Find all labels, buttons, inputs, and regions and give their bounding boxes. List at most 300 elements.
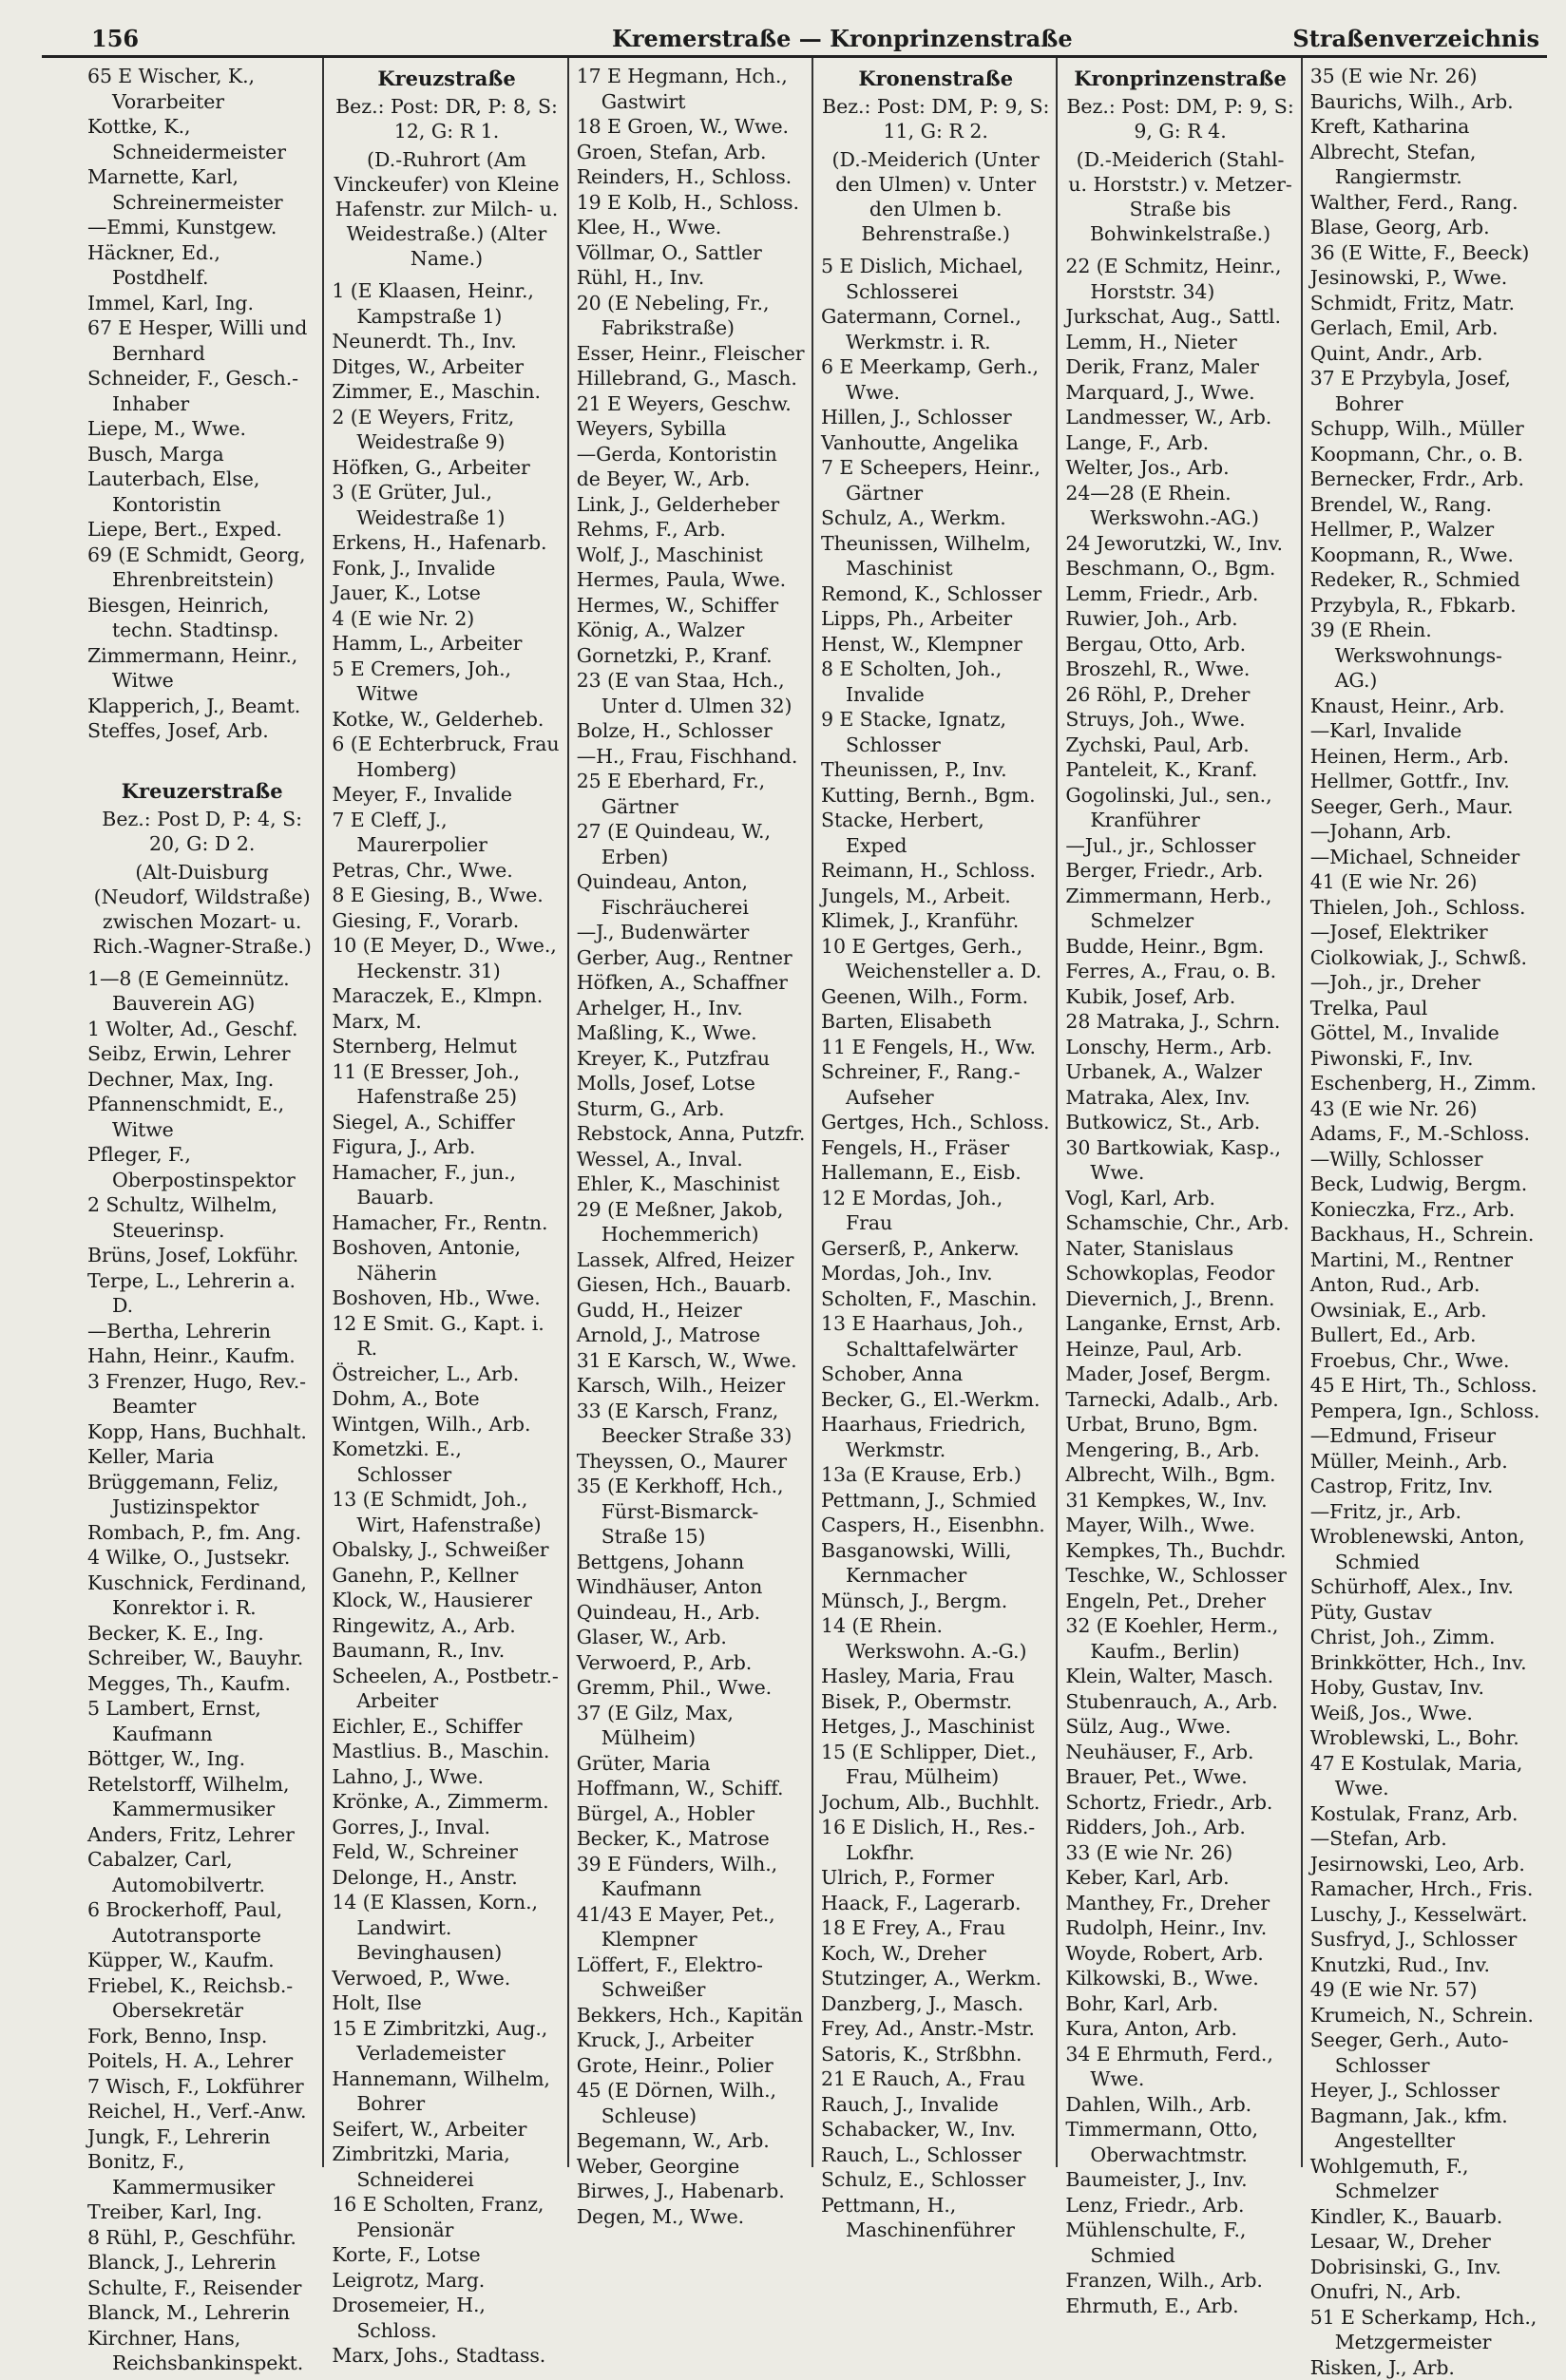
resident-entry: Urbanek, A., Walzer bbox=[1065, 1059, 1294, 1085]
resident-entry: Mühlenschulte, F., Schmied bbox=[1065, 2218, 1294, 2268]
directory-column-6 bbox=[1303, 58, 1547, 2167]
resident-entry: Broszehl, R., Wwe. bbox=[1065, 657, 1294, 682]
resident-entry: Kreft, Katharina bbox=[1310, 114, 1541, 140]
resident-entry: Vogl, Karl, Arb. bbox=[1065, 1186, 1294, 1211]
resident-entry: 7 Wisch, F., Lokführer bbox=[87, 2074, 316, 2100]
resident-entry: —Gerda, Kontoristin bbox=[577, 442, 806, 467]
resident-entry: Koch, W., Dreher bbox=[821, 1941, 1050, 1967]
resident-entry: Steffes, Josef, Arb. bbox=[87, 718, 316, 744]
resident-entry: Stubenrauch, A., Arb. bbox=[1065, 1689, 1294, 1715]
street-description: (D.-Meiderich (Unter den Ulmen) v. Unter den Ulmen b. Behrenstraße.) bbox=[821, 147, 1050, 246]
resident-entry: Brüggemann, Feliz, Justizinspektor bbox=[87, 1470, 316, 1520]
resident-entry: Keber, Karl, Arb. bbox=[1065, 1865, 1294, 1891]
resident-entry: Begemann, W., Arb. bbox=[577, 2128, 806, 2154]
resident-entry: Kuschnick, Ferdinand, Konrektor i. R. bbox=[87, 1571, 316, 1621]
resident-entry: Scheelen, A., Postbetr.-Arbeiter bbox=[332, 1664, 561, 1714]
resident-entry: 18 E Frey, A., Frau bbox=[821, 1915, 1050, 1941]
resident-entry: Esser, Heinr., Fleischer bbox=[577, 341, 806, 367]
resident-entry: Eichler, E., Schiffer bbox=[332, 1714, 561, 1740]
resident-entry: Korte, F., Lotse bbox=[332, 2242, 561, 2268]
resident-entry: Hamacher, F., jun., Bauarb. bbox=[332, 1160, 561, 1210]
resident-entry: Lemm, Friedr., Arb. bbox=[1065, 581, 1294, 607]
directory-column-4 bbox=[813, 58, 1058, 2167]
resident-entry: Engeln, Pet., Dreher bbox=[1065, 1589, 1294, 1614]
resident-entry: Jungk, F., Lehrerin bbox=[87, 2124, 316, 2150]
resident-entry: Blanck, J., Lehrerin bbox=[87, 2250, 316, 2275]
resident-entry: 8 Rühl, P., Geschführ. bbox=[87, 2225, 316, 2251]
resident-entry: 41 (E wie Nr. 26) bbox=[1310, 869, 1541, 895]
resident-entry: 67 E Hesper, Willi und Bernhard bbox=[87, 315, 316, 366]
resident-entry: 14 (E Rhein. Werkswohn. A.-G.) bbox=[821, 1613, 1050, 1664]
resident-entry: Hahn, Heinr., Kaufm. bbox=[87, 1343, 316, 1369]
resident-entry: Haack, F., Lagerarb. bbox=[821, 1891, 1050, 1916]
resident-entry: Fork, Benno, Insp. bbox=[87, 2024, 316, 2049]
resident-entry: König, A., Walzer bbox=[577, 618, 806, 643]
resident-entry: Kubik, Josef, Arb. bbox=[1065, 984, 1294, 1010]
resident-entry: Giesen, Hch., Bauarb. bbox=[577, 1272, 806, 1298]
resident-entry: 10 E Gertges, Gerh., Weichensteller a. D. bbox=[821, 934, 1050, 984]
resident-entry: 12 E Smit. G., Kapt. i. R. bbox=[332, 1311, 561, 1361]
resident-entry: Struys, Joh., Wwe. bbox=[1065, 707, 1294, 733]
resident-entry: —Jul., jr., Schlosser bbox=[1065, 833, 1294, 859]
resident-entry: Kempkes, Th., Buchdr. bbox=[1065, 1538, 1294, 1564]
resident-entry: Immel, Karl, Ing. bbox=[87, 291, 316, 316]
resident-entry: 11 (E Bresser, Joh., Hafenstraße 25) bbox=[332, 1059, 561, 1110]
street-heading: Kreuzstraße bbox=[332, 66, 561, 91]
resident-entry: Mengering, B., Arb. bbox=[1065, 1438, 1294, 1463]
resident-entry: Teschke, W., Schlosser bbox=[1065, 1563, 1294, 1589]
resident-entry: Gornetzki, P., Kranf. bbox=[577, 643, 806, 669]
resident-entry: Schreiner, F., Rang.-Aufseher bbox=[821, 1059, 1050, 1110]
resident-entry: Henst, W., Klempner bbox=[821, 632, 1050, 657]
resident-entry: 14 (E Klassen, Korn., Landwirt. Bevinghausen) bbox=[332, 1890, 561, 1966]
resident-entry: Theunissen, P., Inv. bbox=[821, 757, 1050, 783]
resident-entry: Christ, Joh., Zimm. bbox=[1310, 1625, 1541, 1650]
resident-entry: Schulz, E., Schlosser bbox=[821, 2167, 1050, 2193]
resident-entry: 31 Kempkes, W., Inv. bbox=[1065, 1488, 1294, 1514]
resident-entry: 35 (E Kerkhoff, Hch., Fürst-Bismarck-Straße 15) bbox=[577, 1474, 806, 1550]
resident-entry: Sternberg, Helmut bbox=[332, 1034, 561, 1059]
resident-entry: 33 (E Karsch, Franz, Beecker Straße 33) bbox=[577, 1399, 806, 1449]
resident-entry: Lonschy, Herm., Arb. bbox=[1065, 1035, 1294, 1060]
resident-entry: Gerlach, Emil, Arb. bbox=[1310, 315, 1541, 341]
resident-entry: Weber, Georgine bbox=[577, 2154, 806, 2180]
resident-entry: Ehrmuth, E., Arb. bbox=[1065, 2294, 1294, 2319]
resident-entry: Klee, H., Wwe. bbox=[577, 215, 806, 240]
street-heading: Kronenstraße bbox=[821, 66, 1050, 91]
resident-entry: Hannemann, Wilhelm, Bohrer bbox=[332, 2066, 561, 2117]
resident-entry: Manthey, Fr., Dreher bbox=[1065, 1891, 1294, 1916]
resident-entry: Bagmann, Jak., kfm. Angestellter bbox=[1310, 2104, 1541, 2154]
resident-entry: Marx, M. bbox=[332, 1009, 561, 1035]
resident-entry: Wintgen, Wilh., Arb. bbox=[332, 1412, 561, 1438]
resident-entry: Poitels, H. A., Lehrer bbox=[87, 2048, 316, 2074]
resident-entry: Neunerdt. Th., Inv. bbox=[332, 329, 561, 354]
resident-entry: Susfryd, J., Schlosser bbox=[1310, 1927, 1541, 1952]
resident-entry: 5 Lambert, Ernst, Kaufmann bbox=[87, 1696, 316, 1746]
resident-entry: Basganowski, Willi, Kernmacher bbox=[821, 1538, 1050, 1589]
resident-entry: Risken, J., Arb. bbox=[1310, 2355, 1541, 2380]
directory-column-1 bbox=[42, 58, 324, 2167]
resident-entry: 8 E Giesing, B., Wwe. bbox=[332, 883, 561, 908]
resident-entry: Kura, Anton, Arb. bbox=[1065, 2016, 1294, 2042]
resident-entry: Weyers, Sybilla bbox=[577, 416, 806, 442]
resident-entry: Ringewitz, A., Arb. bbox=[332, 1613, 561, 1639]
resident-entry: 27 (E Quindeau, W., Erben) bbox=[577, 819, 806, 869]
resident-entry: Bonitz, F., Kammermusiker bbox=[87, 2149, 316, 2199]
resident-entry: Lassek, Alfred, Heizer bbox=[577, 1247, 806, 1273]
street-description: (Alt-Duisburg (Neudorf, Wildstraße) zwischen Mozart- u. Rich.-Wagner-Straße.) bbox=[87, 860, 316, 959]
district-info: Bez.: Post: DM, P: 9, S: 11, G: R 2. bbox=[821, 94, 1050, 143]
resident-entry: 16 E Scholten, Franz, Pensionär bbox=[332, 2192, 561, 2242]
resident-entry: Arhelger, H., Inv. bbox=[577, 996, 806, 1021]
resident-entry: Hoffmann, W., Schiff. bbox=[577, 1776, 806, 1801]
resident-entry: Koopmann, Chr., o. B. bbox=[1310, 442, 1541, 467]
resident-entry: Danzberg, J., Masch. bbox=[821, 1991, 1050, 2017]
resident-entry: Ciolkowiak, J., Schwß. bbox=[1310, 945, 1541, 971]
directory-column-2 bbox=[324, 58, 568, 2167]
resident-entry: Mastlius. B., Maschin. bbox=[332, 1739, 561, 1764]
resident-entry: 6 (E Echterbruck, Frau Homberg) bbox=[332, 732, 561, 782]
resident-entry: 3 Frenzer, Hugo, Rev.-Beamter bbox=[87, 1369, 316, 1419]
resident-entry: Feld, W., Schreiner bbox=[332, 1839, 561, 1865]
resident-entry: Birwes, J., Habenarb. bbox=[577, 2179, 806, 2204]
resident-entry: Terpe, L., Lehrerin a. D. bbox=[87, 1268, 316, 1319]
resident-entry: —Josef, Elektriker bbox=[1310, 920, 1541, 945]
resident-entry: Becker, K. E., Ing. bbox=[87, 1621, 316, 1647]
street-description: (D.-Ruhrort (Am Vinckeufer) von Kleine Hafenstr. zur Milch- u. Weidestraße.) (Alter Name.) bbox=[332, 147, 561, 271]
resident-entry: Konieczka, Frz., Arb. bbox=[1310, 1197, 1541, 1223]
resident-entry: Groen, Stefan, Arb. bbox=[577, 140, 806, 165]
resident-entry: Budde, Heinr., Bgm. bbox=[1065, 934, 1294, 960]
resident-entry: Hoby, Gustav, Inv. bbox=[1310, 1675, 1541, 1701]
resident-entry: Ulrich, P., Former bbox=[821, 1865, 1050, 1891]
resident-entry: 45 E Hirt, Th., Schloss. bbox=[1310, 1373, 1541, 1399]
resident-entry: Rombach, P., fm. Ang. bbox=[87, 1520, 316, 1546]
resident-entry: 5 E Dislich, Michael, Schlosserei bbox=[821, 254, 1050, 304]
resident-entry: Hermes, Paula, Wwe. bbox=[577, 567, 806, 593]
resident-entry: Lesaar, W., Dreher bbox=[1310, 2229, 1541, 2255]
resident-entry: Marquard, J., Wwe. bbox=[1065, 380, 1294, 406]
resident-entry: Jesirnowski, Leo, Arb. bbox=[1310, 1852, 1541, 1877]
resident-entry: Lemm, H., Nieter bbox=[1065, 330, 1294, 355]
resident-entry: Backhaus, H., Schrein. bbox=[1310, 1222, 1541, 1247]
resident-entry: Gerber, Aug., Rentner bbox=[577, 945, 806, 971]
resident-entry: Verwoed, P., Wwe. bbox=[332, 1966, 561, 1991]
resident-entry: Ruwier, Joh., Arb. bbox=[1065, 606, 1294, 632]
resident-entry: Fonk, J., Invalide bbox=[332, 556, 561, 581]
resident-entry: Rudolph, Heinr., Inv. bbox=[1065, 1915, 1294, 1941]
resident-entry: Delonge, H., Anstr. bbox=[332, 1865, 561, 1891]
resident-entry: 16 E Dislich, H., Res.-Lokfhr. bbox=[821, 1815, 1050, 1865]
resident-entry: Erkens, H., Hafenarb. bbox=[332, 530, 561, 556]
resident-entry: Redeker, R., Schmied bbox=[1310, 567, 1541, 593]
resident-entry: Jungels, M., Arbeit. bbox=[821, 884, 1050, 909]
resident-entry: Berger, Friedr., Arb. bbox=[1065, 858, 1294, 884]
resident-entry: 41/43 E Mayer, Pet., Klempner bbox=[577, 1902, 806, 1952]
resident-entry: Pettmann, H., Maschinenführer bbox=[821, 2193, 1050, 2243]
resident-entry: Figura, J., Arb. bbox=[332, 1134, 561, 1160]
resident-entry: Münsch, J., Bergm. bbox=[821, 1589, 1050, 1614]
resident-entry: Sülz, Aug., Wwe. bbox=[1065, 1714, 1294, 1740]
resident-entry: —Bertha, Lehrerin bbox=[87, 1319, 316, 1344]
resident-entry: Schürhoff, Alex., Inv. bbox=[1310, 1574, 1541, 1600]
resident-entry: Schupp, Wilh., Müller bbox=[1310, 416, 1541, 442]
resident-entry: Boshoven, Antonie, Näherin bbox=[332, 1235, 561, 1285]
street-description: (D.-Meiderich (Stahl- u. Horststr.) v. Metzer-Straße bis Bohwinkelstraße.) bbox=[1065, 147, 1294, 246]
resident-entry: Mader, Josef, Bergm. bbox=[1065, 1361, 1294, 1387]
resident-entry: 5 E Cremers, Joh., Witwe bbox=[332, 657, 561, 707]
resident-entry: Hamacher, Fr., Rentn. bbox=[332, 1210, 561, 1236]
resident-entry: Ganehn, P., Kellner bbox=[332, 1563, 561, 1589]
resident-entry: 7 E Cleff, J., Maurerpolier bbox=[332, 808, 561, 858]
resident-entry: Glaser, W., Arb. bbox=[577, 1625, 806, 1650]
page-header bbox=[42, 21, 1547, 58]
resident-entry: Kreyer, K., Putzfrau bbox=[577, 1046, 806, 1072]
resident-entry: 43 (E wie Nr. 26) bbox=[1310, 1096, 1541, 1122]
resident-entry: Klimek, J., Kranführ. bbox=[821, 908, 1050, 934]
resident-entry: Lange, F., Arb. bbox=[1065, 430, 1294, 456]
resident-entry: Gudd, H., Heizer bbox=[577, 1298, 806, 1323]
resident-entry: 4 (E wie Nr. 2) bbox=[332, 606, 561, 632]
resident-entry: Siegel, A., Schiffer bbox=[332, 1110, 561, 1135]
resident-entry: Karsch, Wilh., Heizer bbox=[577, 1373, 806, 1399]
section-gap bbox=[87, 744, 316, 776]
resident-entry: 9 E Stacke, Ignatz, Schlosser bbox=[821, 707, 1050, 757]
resident-entry: Dechner, Max, Ing. bbox=[87, 1067, 316, 1093]
district-info: Bez.: Post D, P: 4, S: 20, G: D 2. bbox=[87, 807, 316, 856]
resident-entry: Rühl, H., Inv. bbox=[577, 265, 806, 291]
resident-entry: Knutzki, Rud., Inv. bbox=[1310, 1952, 1541, 1978]
resident-entry: Biesgen, Heinrich, techn. Stadtinsp. bbox=[87, 593, 316, 643]
resident-entry: Wohlgemuth, F., Schmelzer bbox=[1310, 2154, 1541, 2204]
resident-entry: 49 (E wie Nr. 57) bbox=[1310, 1977, 1541, 2003]
resident-entry: —Emmi, Kunstgew. bbox=[87, 215, 316, 240]
resident-entry: 18 E Groen, W., Wwe. bbox=[577, 114, 806, 140]
resident-entry: Onufri, N., Arb. bbox=[1310, 2279, 1541, 2305]
resident-entry: 23 (E van Staa, Hch., Unter d. Ulmen 32) bbox=[577, 668, 806, 718]
resident-entry: Hillebrand, G., Masch. bbox=[577, 366, 806, 391]
resident-entry: Hallemann, E., Eisb. bbox=[821, 1160, 1050, 1186]
resident-entry: Heyer, J., Schlosser bbox=[1310, 2078, 1541, 2104]
resident-entry: Gatermann, Cornel., Werkmstr. i. R. bbox=[821, 304, 1050, 354]
resident-entry: Mayer, Wilh., Wwe. bbox=[1065, 1513, 1294, 1538]
resident-entry: Krönke, A., Zimmerm. bbox=[332, 1789, 561, 1815]
resident-entry: Luschy, J., Kesselwärt. bbox=[1310, 1902, 1541, 1928]
resident-entry: Hetges, J., Maschinist bbox=[821, 1714, 1050, 1740]
resident-entry: Jochum, Alb., Buchhlt. bbox=[821, 1790, 1050, 1816]
column-container bbox=[42, 58, 1547, 2167]
resident-entry: Seeger, Gerh., Maur. bbox=[1310, 794, 1541, 820]
resident-entry: Butkowicz, St., Arb. bbox=[1065, 1110, 1294, 1135]
resident-entry: Cabalzer, Carl, Automobilvertr. bbox=[87, 1847, 316, 1897]
resident-entry: 51 E Scherkamp, Hch., Metzgermeister bbox=[1310, 2305, 1541, 2355]
resident-entry: Bisek, P., Obermstr. bbox=[821, 1689, 1050, 1715]
resident-entry: Blanck, M., Lehrerin bbox=[87, 2300, 316, 2326]
resident-entry: Rauch, J., Invalide bbox=[821, 2092, 1050, 2118]
resident-entry: Castrop, Fritz, Inv. bbox=[1310, 1474, 1541, 1499]
resident-entry: Becker, K., Matrose bbox=[577, 1826, 806, 1852]
resident-entry: Keller, Maria bbox=[87, 1444, 316, 1470]
resident-entry: Schortz, Friedr., Arb. bbox=[1065, 1790, 1294, 1816]
resident-entry: 3 (E Grüter, Jul., Weidestraße 1) bbox=[332, 480, 561, 530]
resident-entry: 37 (E Gilz, Max, Mülheim) bbox=[577, 1701, 806, 1751]
resident-entry: —Fritz, jr., Arb. bbox=[1310, 1499, 1541, 1525]
resident-entry: Heinen, Herm., Arb. bbox=[1310, 744, 1541, 770]
resident-entry: 10 (E Meyer, D., Wwe., Heckenstr. 31) bbox=[332, 933, 561, 983]
resident-entry: Gertges, Hch., Schloss. bbox=[821, 1110, 1050, 1135]
resident-entry: Knaust, Heinr., Arb. bbox=[1310, 694, 1541, 719]
resident-entry: Zimmermann, Heinr., Witwe bbox=[87, 643, 316, 694]
resident-entry: Rehms, F., Arb. bbox=[577, 517, 806, 543]
resident-entry: 1 (E Klaasen, Heinr., Kampstraße 1) bbox=[332, 278, 561, 329]
resident-entry: Kruck, J., Arbeiter bbox=[577, 2028, 806, 2053]
resident-entry: Lipps, Ph., Arbeiter bbox=[821, 606, 1050, 632]
resident-entry: Maßling, K., Wwe. bbox=[577, 1020, 806, 1046]
resident-entry: Pettmann, J., Schmied bbox=[821, 1488, 1050, 1514]
resident-entry: Hellmer, P., Walzer bbox=[1310, 517, 1541, 543]
resident-entry: 36 (E Witte, F., Beeck) bbox=[1310, 240, 1541, 266]
resident-entry: Liepe, M., Wwe. bbox=[87, 416, 316, 442]
resident-entry: Owsiniak, E., Arb. bbox=[1310, 1298, 1541, 1323]
resident-entry: 13 E Haarhaus, Joh., Schalttafelwärter bbox=[821, 1311, 1050, 1361]
resident-entry: —Michael, Schneider bbox=[1310, 845, 1541, 870]
resident-entry: Eschenberg, H., Zimm. bbox=[1310, 1071, 1541, 1096]
resident-entry: —J., Budenwärter bbox=[577, 920, 806, 945]
resident-entry: 37 E Przybyla, Josef, Bohrer bbox=[1310, 366, 1541, 416]
resident-entry: Bernecker, Frdr., Arb. bbox=[1310, 466, 1541, 492]
resident-entry: 33 (E wie Nr. 26) bbox=[1065, 1840, 1294, 1866]
resident-entry: 6 Brockerhoff, Paul, Autotransporte bbox=[87, 1897, 316, 1948]
resident-entry: 12 E Mordas, Joh., Frau bbox=[821, 1186, 1050, 1236]
resident-entry: 15 (E Schlipper, Diet., Frau, Mülheim) bbox=[821, 1740, 1050, 1790]
running-title: Kremerstraße — Kronprinzenstraße bbox=[612, 25, 1073, 52]
resident-entry: Holt, Ilse bbox=[332, 1990, 561, 2016]
resident-entry: Megges, Th., Kaufm. bbox=[87, 1671, 316, 1697]
resident-entry: Hasley, Maria, Frau bbox=[821, 1664, 1050, 1689]
resident-entry: Scholten, F., Maschin. bbox=[821, 1286, 1050, 1312]
resident-entry: 22 (E Schmitz, Heinr., Horststr. 34) bbox=[1065, 254, 1294, 304]
resident-entry: 28 Matraka, J., Schrn. bbox=[1065, 1009, 1294, 1035]
resident-entry: Satoris, K., Strßbhn. bbox=[821, 2042, 1050, 2067]
resident-entry: Piwonski, F., Inv. bbox=[1310, 1046, 1541, 1072]
resident-entry: Hillen, J., Schlosser bbox=[821, 405, 1050, 430]
resident-entry: 24—28 (E Rhein. Werkswohn.-AG.) bbox=[1065, 481, 1294, 531]
resident-entry: Przybyla, R., Fbkarb. bbox=[1310, 593, 1541, 619]
resident-entry: Nater, Stanislaus bbox=[1065, 1236, 1294, 1262]
resident-entry: Ridders, Joh., Arb. bbox=[1065, 1815, 1294, 1840]
resident-entry: Wolf, J., Maschinist bbox=[577, 543, 806, 568]
resident-entry: Langanke, Ernst, Arb. bbox=[1065, 1311, 1294, 1337]
resident-entry: Beschmann, O., Bgm. bbox=[1065, 556, 1294, 581]
resident-entry: Thielen, Joh., Schloss. bbox=[1310, 895, 1541, 921]
resident-entry: Brinkkötter, Hch., Inv. bbox=[1310, 1650, 1541, 1676]
resident-entry: de Beyer, W., Arb. bbox=[577, 466, 806, 492]
district-info: Bez.: Post: DM, P: 9, S: 9, G: R 4. bbox=[1065, 94, 1294, 143]
resident-entry: Jurkschat, Aug., Sattl. bbox=[1065, 304, 1294, 330]
resident-entry: 30 Bartkowiak, Kasp., Wwe. bbox=[1065, 1135, 1294, 1186]
resident-entry: 1 Wolter, Ad., Geschf. bbox=[87, 1017, 316, 1042]
resident-entry: Müller, Meinh., Arb. bbox=[1310, 1449, 1541, 1475]
resident-entry: Krumeich, N., Schrein. bbox=[1310, 2003, 1541, 2028]
resident-entry: Brendel, W., Rang. bbox=[1310, 492, 1541, 518]
resident-entry: Treiber, Karl, Ing. bbox=[87, 2199, 316, 2225]
resident-entry: Fengels, H., Fräser bbox=[821, 1135, 1050, 1161]
resident-entry: Göttel, M., Invalide bbox=[1310, 1020, 1541, 1046]
resident-entry: Anton, Rud., Arb. bbox=[1310, 1272, 1541, 1298]
resident-entry: Baumann, R., Inv. bbox=[332, 1638, 561, 1664]
resident-entry: Hermes, W., Schiffer bbox=[577, 593, 806, 619]
resident-entry: Beck, Ludwig, Bergm. bbox=[1310, 1171, 1541, 1197]
resident-entry: Gremm, Phil., Wwe. bbox=[577, 1675, 806, 1701]
resident-entry: Stacke, Herbert, Exped bbox=[821, 808, 1050, 858]
resident-entry: Kometzki. E., Schlosser bbox=[332, 1437, 561, 1487]
resident-entry: Jesinowski, P., Wwe. bbox=[1310, 265, 1541, 291]
resident-entry: Marnette, Karl, Schreinermeister bbox=[87, 164, 316, 215]
resident-entry: Retelstorff, Wilhelm, Kammermusiker bbox=[87, 1772, 316, 1822]
resident-entry: Busch, Marga bbox=[87, 442, 316, 467]
resident-entry: Jauer, K., Lotse bbox=[332, 581, 561, 606]
resident-entry: Kotke, W., Gelderheb. bbox=[332, 707, 561, 733]
resident-entry: Schulte, F., Reisender bbox=[87, 2275, 316, 2301]
resident-entry: Wessel, A., Inval. bbox=[577, 1147, 806, 1172]
resident-entry: Bolze, H., Schlosser bbox=[577, 718, 806, 744]
resident-entry: Maraczek, E., Klmpn. bbox=[332, 983, 561, 1009]
resident-entry: —Karl, Invalide bbox=[1310, 718, 1541, 744]
resident-entry: Kopp, Hans, Buchhalt. bbox=[87, 1419, 316, 1445]
resident-entry: 47 E Kostulak, Maria, Wwe. bbox=[1310, 1751, 1541, 1801]
resident-entry: 69 (E Schmidt, Georg, Ehrenbreitstein) bbox=[87, 543, 316, 593]
resident-entry: Bekkers, Hch., Kapitän bbox=[577, 2003, 806, 2028]
resident-entry: Dohm, A., Bote bbox=[332, 1386, 561, 1412]
resident-entry: 39 (E Rhein. Werkswohnungs-AG.) bbox=[1310, 618, 1541, 694]
resident-entry: Völlmar, O., Sattler bbox=[577, 240, 806, 266]
resident-entry: 34 E Ehrmuth, Ferd., Wwe. bbox=[1065, 2042, 1294, 2092]
resident-entry: Gerserß, P., Ankerw. bbox=[821, 1236, 1050, 1262]
resident-entry: Remond, K., Schlosser bbox=[821, 581, 1050, 607]
resident-entry: Landmesser, W., Arb. bbox=[1065, 405, 1294, 430]
resident-entry: Urbat, Bruno, Bgm. bbox=[1065, 1412, 1294, 1438]
resident-entry: Ehler, K., Maschinist bbox=[577, 1171, 806, 1197]
resident-entry: Seibz, Erwin, Lehrer bbox=[87, 1041, 316, 1067]
resident-entry: Becker, G., El.-Werkm. bbox=[821, 1387, 1050, 1413]
street-heading: Kreuzerstraße bbox=[87, 778, 316, 804]
resident-entry: Timmermann, Otto, Oberwachtmstr. bbox=[1065, 2117, 1294, 2167]
resident-entry: Seifert, W., Arbeiter bbox=[332, 2117, 561, 2142]
resident-entry: Walther, Ferd., Rang. bbox=[1310, 190, 1541, 216]
resident-entry: —Willy, Schlosser bbox=[1310, 1147, 1541, 1172]
resident-entry: Trelka, Paul bbox=[1310, 996, 1541, 1021]
resident-entry: Seeger, Gerh., Auto-Schlosser bbox=[1310, 2028, 1541, 2078]
resident-entry: Lahno, J., Wwe. bbox=[332, 1764, 561, 1790]
resident-entry: Molls, Josef, Lotse bbox=[577, 1071, 806, 1096]
resident-entry: 31 E Karsch, W., Wwe. bbox=[577, 1348, 806, 1374]
resident-entry: Brüns, Josef, Lokführ. bbox=[87, 1243, 316, 1268]
resident-entry: Marx, Johs., Stadtass. bbox=[332, 2343, 561, 2369]
section-title: Straßenverzeichnis bbox=[1292, 25, 1539, 52]
resident-entry: Ramacher, Hrch., Fris. bbox=[1310, 1876, 1541, 1902]
resident-entry: Blase, Georg, Arb. bbox=[1310, 215, 1541, 240]
resident-entry: Löffert, F., Elektro-Schweißer bbox=[577, 1952, 806, 2003]
resident-entry: Zychski, Paul, Arb. bbox=[1065, 733, 1294, 758]
resident-entry: Höfken, G., Arbeiter bbox=[332, 455, 561, 481]
resident-entry: Obalsky, J., Schweißer bbox=[332, 1537, 561, 1563]
resident-entry: Panteleit, K., Kranf. bbox=[1065, 757, 1294, 783]
resident-entry: Ferres, A., Frau, o. B. bbox=[1065, 959, 1294, 984]
resident-entry: Albrecht, Stefan, Rangiermstr. bbox=[1310, 140, 1541, 190]
resident-entry: 15 E Zimbritzki, Aug., Verlademeister bbox=[332, 2016, 561, 2066]
resident-entry: 11 E Fengels, H., Ww. bbox=[821, 1035, 1050, 1060]
